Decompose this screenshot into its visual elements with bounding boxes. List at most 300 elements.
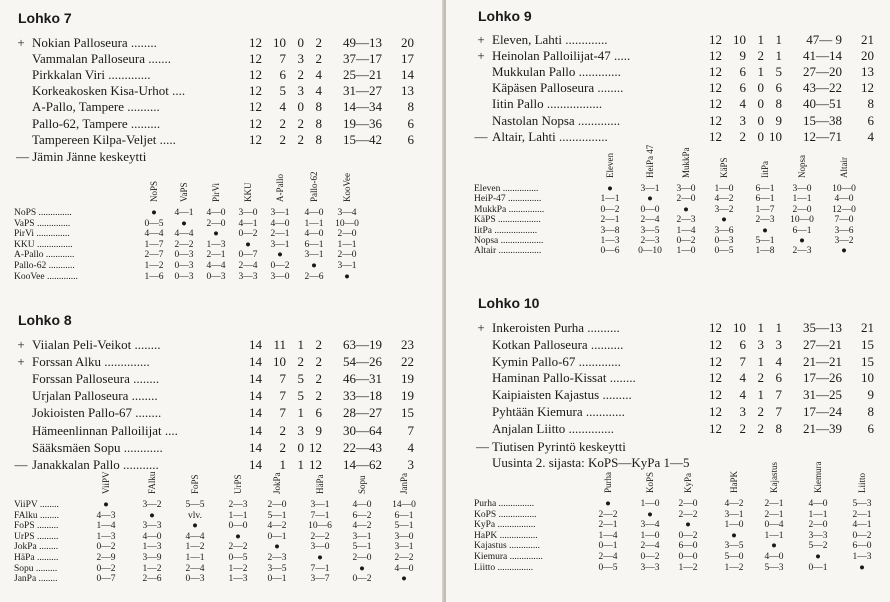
match-score: 2—4 (238, 261, 258, 271)
matrix-row (474, 215, 890, 226)
stat-d: 1 (297, 337, 304, 352)
stat-p: 12 (709, 387, 722, 403)
stat-pts: 19 (401, 371, 414, 387)
qualification-mark: + (17, 35, 25, 50)
matrix-row (14, 219, 434, 230)
stat-p: 12 (709, 128, 722, 144)
matrix-column-header: FAlku (147, 471, 157, 494)
stat-pts: 15 (861, 336, 874, 352)
stat-goals: 41—14 (803, 48, 842, 64)
match-score: 2—0 (206, 218, 226, 229)
stat-pts: 22 (401, 354, 414, 370)
match-score: 4—2 (714, 194, 734, 205)
stat-pts: 6 (407, 131, 414, 147)
stat-l: 12 (309, 456, 322, 472)
match-score: 3—1 (394, 542, 414, 553)
self-match-dot: ● (762, 225, 768, 236)
stat-pts: 3 (407, 456, 414, 472)
standings-row (14, 423, 434, 439)
stat-goals: 63—19 (343, 337, 382, 352)
qualification-mark: + (477, 48, 485, 64)
match-score: 4—2 (352, 521, 372, 532)
match-score: 5—0 (724, 552, 744, 562)
stat-d: 0 (757, 128, 764, 144)
standings-row (14, 440, 434, 456)
matrix-column-header: Purha (603, 472, 613, 493)
match-score: 6—1 (394, 510, 414, 521)
qualification-mark: — (474, 128, 488, 144)
self-match-dot: ● (841, 246, 847, 257)
qualification-mark: + (17, 354, 25, 370)
match-score: 3—0 (792, 184, 812, 194)
match-score: 2—0 (352, 553, 372, 563)
stat-p: 14 (249, 422, 262, 438)
self-match-dot: ● (683, 204, 689, 215)
self-match-dot: ● (685, 520, 691, 531)
stat-p: 12 (249, 83, 262, 99)
standings-row (474, 80, 890, 96)
match-score: 6—0 (678, 541, 698, 552)
match-score: 6—1 (792, 225, 812, 236)
stat-d: 1 (757, 320, 764, 335)
match-score: 4—0 (352, 500, 372, 510)
standings-row (474, 32, 890, 48)
match-score: vlv. (188, 510, 202, 521)
matrix-row (14, 553, 434, 564)
stat-pts: 20 (861, 48, 874, 64)
matrix-column-header: Altair (839, 157, 849, 178)
stat-w: 2 (279, 439, 286, 455)
stat-l: 3 (775, 336, 782, 352)
match-score: 0—5 (598, 562, 618, 573)
match-score: 1—3 (96, 531, 116, 542)
self-match-dot: ● (317, 553, 323, 563)
team-name: Anjalan Liitto .............. (492, 420, 615, 436)
match-score: 0—2 (352, 574, 372, 585)
match-score: 2—2 (174, 239, 194, 250)
match-score: 6—1 (755, 194, 775, 205)
stat-d: 2 (297, 131, 304, 147)
match-score: 0—10 (638, 246, 662, 257)
match-score: 2—1 (852, 509, 872, 520)
match-score: 2—0 (792, 204, 812, 215)
match-score: 3—4 (640, 520, 660, 531)
match-score: 10—0 (335, 218, 359, 229)
match-score: 14—0 (392, 500, 416, 510)
stat-d: 1 (757, 387, 764, 403)
stat-l: 8 (315, 99, 322, 115)
standings-row (14, 337, 434, 353)
stat-goals: 49—13 (343, 35, 382, 50)
match-score: 0—0 (640, 204, 660, 215)
self-match-dot: ● (235, 531, 241, 542)
matrix-row (474, 531, 890, 542)
stat-goals: 27—21 (803, 336, 842, 352)
stat-goals: 54—26 (343, 354, 382, 370)
self-match-dot: ● (721, 215, 727, 226)
team-name: Käpäsen Palloseura ........ (492, 80, 624, 96)
standings-row (14, 405, 434, 421)
stat-d: 2 (297, 67, 304, 83)
stat-goals: 15—38 (803, 112, 842, 128)
match-score: 3—2 (834, 236, 854, 246)
self-match-dot: ● (859, 562, 865, 573)
team-name: Kymin Pallo-67 ............. (492, 353, 621, 369)
match-score: 1—1 (764, 530, 784, 541)
stat-pts: 19 (401, 388, 414, 404)
match-score: 0—1 (808, 562, 828, 573)
match-score: 0—2 (640, 552, 660, 562)
matrix-column-header: Eleven (605, 153, 615, 178)
match-score: 0—3 (174, 271, 194, 282)
self-match-dot: ● (401, 574, 407, 585)
match-score: 0—5 (714, 246, 734, 257)
stat-d: 1 (757, 32, 764, 47)
match-score: 1—2 (724, 562, 744, 573)
team-name: Korkeakosken Kisa-Urhot .... (32, 83, 186, 99)
match-score: 1—0 (676, 246, 696, 257)
match-score: 2—2 (228, 542, 248, 553)
self-match-dot: ● (245, 239, 251, 250)
stat-p: 12 (249, 99, 262, 115)
stat-p: 12 (249, 35, 262, 50)
match-score: 7—1 (310, 563, 330, 574)
match-score: 4—0 (394, 563, 414, 574)
match-score: 2—3 (676, 215, 696, 226)
team-name: Kaipiaisten Kajastus ......... (492, 387, 632, 403)
match-score: 3—1 (640, 184, 660, 194)
stat-goals: 14—34 (343, 99, 382, 115)
match-score: 1—1 (185, 553, 205, 563)
match-score: 0—6 (600, 246, 620, 257)
stat-l: 7 (775, 404, 782, 419)
matrix-row-label: Kiemura .............. (474, 552, 543, 562)
team-name: A-Pallo, Tampere .......... (32, 99, 160, 115)
matrix-row (14, 250, 434, 261)
self-match-dot: ● (192, 521, 198, 532)
stat-w: 7 (279, 388, 286, 404)
matrix-row-label: Sopu ......... (14, 563, 58, 574)
stat-w: 6 (739, 80, 746, 96)
matrix-column-header: Liitto (857, 473, 867, 493)
standings-row (474, 404, 890, 420)
qualification-mark: — (14, 456, 28, 472)
stat-l: 9 (315, 422, 322, 438)
team-name: Heinolan Palloilijat-47 ..... (492, 48, 631, 64)
match-score: 2—3 (640, 236, 660, 246)
match-score: 2—3 (267, 553, 287, 563)
match-score: 4—2 (724, 499, 744, 509)
stat-p: 12 (249, 51, 262, 67)
match-score: 1—6 (144, 271, 164, 282)
match-score: 6—2 (352, 510, 372, 521)
matrix-column-header: KooVee (342, 173, 352, 202)
match-score: 4—4 (206, 261, 226, 271)
match-score: 2—6 (304, 271, 324, 282)
match-score: 3—9 (142, 553, 162, 563)
match-score: 3—7 (310, 574, 330, 585)
stat-p: 14 (249, 337, 262, 352)
stat-pts: 15 (401, 405, 414, 421)
stat-p: 12 (709, 64, 722, 80)
match-score: 4—3 (96, 510, 116, 521)
stat-p: 14 (249, 405, 262, 421)
match-score: 0—4 (764, 520, 784, 531)
matrix-row-label: PirVi .............. (14, 229, 70, 240)
match-score: 4—1 (852, 520, 872, 531)
matrix-column-header: PirVi (211, 183, 221, 202)
match-score: 5—3 (852, 499, 872, 509)
stat-l: 6 (315, 405, 322, 421)
team-name: Nokian Palloseura ........ (32, 35, 157, 50)
matrix-row (14, 229, 434, 240)
matrix-column-header: KKU (243, 182, 253, 202)
stat-w: 2 (739, 420, 746, 436)
stat-goals: 21—39 (803, 420, 842, 436)
match-score: 0—2 (676, 236, 696, 246)
stat-goals: 35—13 (803, 320, 842, 335)
stat-p: 14 (249, 456, 262, 472)
match-score: 2—0 (337, 229, 357, 240)
match-score: 1—2 (678, 562, 698, 573)
stat-p: 12 (249, 115, 262, 131)
stat-w: 10 (273, 354, 286, 370)
standings-row (14, 67, 434, 83)
match-score: 2—7 (144, 250, 164, 261)
matrix-row (474, 194, 890, 205)
self-match-dot: ● (277, 250, 283, 261)
stat-w: 6 (739, 64, 746, 80)
match-score: 5—1 (755, 236, 775, 246)
stat-pts: 20 (401, 35, 414, 50)
team-name: Eleven, Lahti ............. (492, 32, 608, 47)
stat-d: 0 (297, 439, 304, 455)
stat-p: 12 (249, 131, 262, 147)
match-score: 2—0 (267, 500, 287, 510)
match-score: 3—1 (724, 509, 744, 520)
standings-row (474, 96, 890, 112)
stat-d: 1 (297, 456, 304, 472)
standings-row (14, 35, 434, 51)
match-score: 1—1 (792, 194, 812, 205)
match-score: 3—0 (270, 271, 290, 282)
matrix-column-header: Kiemura (813, 461, 823, 493)
match-score: 1—3 (142, 542, 162, 553)
match-score: 1—3 (228, 574, 248, 585)
match-score: 4—2 (267, 521, 287, 532)
standings-row (474, 64, 890, 80)
stat-w: 2 (279, 131, 286, 147)
stat-l: 4 (775, 353, 782, 369)
match-score: 2—4 (640, 541, 660, 552)
match-score: 0—2 (238, 229, 258, 240)
match-score: 1—2 (185, 542, 205, 553)
matrix-column-header: IitPa (760, 161, 770, 178)
match-score: 2—4 (598, 552, 618, 562)
match-score: 0—7 (238, 250, 258, 261)
matrix-column-header: VaPS (179, 182, 189, 202)
stat-pts: 8 (867, 96, 874, 112)
matrix-row (14, 240, 434, 251)
stat-l: 2 (315, 371, 322, 387)
stat-pts: 13 (861, 64, 874, 80)
stat-w: 6 (279, 67, 286, 83)
matrix-column-header: KyPa (683, 473, 693, 493)
standings-row (14, 371, 434, 387)
matrix-row (14, 574, 434, 585)
group-note: Uusinta 2. sijasta: KoPS—KyPa 1—5 (492, 454, 690, 470)
stat-goals: 30—64 (343, 422, 382, 438)
match-score: 0—2 (96, 542, 116, 553)
match-score: 3—1 (337, 261, 357, 271)
match-score: 2—4 (640, 215, 660, 226)
matrix-column-header: HeiPa 47 (645, 144, 655, 178)
match-score: 1—2 (144, 261, 164, 271)
standings-row (474, 354, 890, 370)
self-match-dot: ● (815, 552, 821, 562)
match-score: 1—0 (724, 520, 744, 531)
stat-pts: 7 (407, 422, 414, 438)
stat-pts: 23 (401, 337, 414, 352)
matrix-row-label: Eleven ............... (474, 184, 539, 194)
match-score: 2—3 (755, 215, 775, 226)
match-score: 2—2 (310, 531, 330, 542)
match-score: 3—8 (600, 225, 620, 236)
matrix-row (474, 510, 890, 521)
matrix-column-header: Sopu (357, 475, 367, 494)
stat-pts: 12 (861, 80, 874, 96)
team-name: Hämeenlinnan Palloilijat .... (32, 422, 178, 438)
standings-row (474, 387, 890, 403)
matrix-column-header: MukkPa (681, 147, 691, 178)
stat-p: 12 (249, 67, 262, 83)
match-score: 7—0 (834, 215, 854, 226)
match-score: 4—4 (144, 229, 164, 240)
stat-w: 9 (739, 48, 746, 64)
match-score: 3—5 (640, 225, 660, 236)
matrix-row-label: UrPS ......... (14, 531, 59, 542)
match-score: 7—1 (310, 510, 330, 521)
standings-row (14, 354, 434, 370)
stat-l: 6 (775, 370, 782, 386)
matrix-row (474, 563, 890, 574)
team-name: Haminan Pallo-Kissat ........ (492, 370, 636, 386)
stat-p: 12 (709, 80, 722, 96)
match-score: 0—0 (228, 521, 248, 532)
self-match-dot: ● (647, 509, 653, 520)
team-name: Janakkalan Pallo ........... (32, 456, 159, 472)
stat-w: 4 (739, 387, 746, 403)
team-name: Pirkkalan Viri ............. (32, 67, 151, 83)
self-match-dot: ● (149, 510, 155, 521)
match-score: 1—0 (640, 530, 660, 541)
match-score: 3—3 (142, 521, 162, 532)
match-score: 2—3 (792, 246, 812, 257)
group-title: Lohko 7 (18, 10, 72, 26)
team-name: Altair, Lahti ............... (492, 128, 608, 144)
self-match-dot: ● (181, 218, 187, 229)
qualification-mark: + (17, 337, 25, 352)
stat-p: 12 (709, 336, 722, 352)
match-score: 0—0 (678, 552, 698, 562)
stat-w: 4 (279, 99, 286, 115)
stat-l: 8 (315, 115, 322, 131)
match-score: 2—1 (598, 520, 618, 531)
matrix-row-label: JanPa ........ (14, 574, 58, 585)
stat-pts: 4 (407, 439, 414, 455)
standings-row (14, 99, 434, 115)
match-score: 4—4 (174, 229, 194, 240)
match-score: 4—4 (185, 531, 205, 542)
match-score: 4—0 (142, 531, 162, 542)
stat-d: 0 (757, 96, 764, 112)
stat-d: 0 (757, 112, 764, 128)
stat-goals: 12—71 (803, 128, 842, 144)
matrix-row-label: HäPa ......... (14, 553, 59, 563)
matrix-column-header: Kajastus (769, 462, 779, 493)
stat-p: 12 (709, 32, 722, 47)
matrix-row-label: HaPK ................ (474, 530, 538, 541)
matrix-row-label: KoPS ................ (474, 509, 537, 520)
match-score: 10—0 (832, 184, 856, 194)
match-score: 2—1 (764, 499, 784, 509)
stat-goals: 17—26 (803, 370, 842, 386)
stat-p: 12 (709, 370, 722, 386)
matrix-column-header: KäPS (719, 157, 729, 178)
match-score: 2—9 (96, 553, 116, 563)
matrix-column-header: Pallo-62 (309, 171, 319, 202)
stat-w: 3 (739, 112, 746, 128)
matrix-row-label: Kajastus ............. (474, 541, 540, 552)
match-score: 3—5 (267, 563, 287, 574)
team-name: Forssan Palloseura ........ (32, 371, 160, 387)
stat-goals: 31—27 (343, 83, 382, 99)
stat-goals: 37—17 (343, 51, 382, 67)
stat-pts: 4 (867, 128, 874, 144)
matrix-row-label: Purha ............... (474, 499, 535, 509)
stat-l: 8 (775, 420, 782, 436)
match-score: 2—2 (394, 553, 414, 563)
matrix-column-header: JanPa (399, 473, 409, 494)
stat-goals: 28—27 (343, 405, 382, 421)
stat-pts: 6 (867, 112, 874, 128)
matrix-row (474, 246, 890, 257)
stat-l: 6 (775, 80, 782, 96)
match-score: 1—3 (852, 552, 872, 562)
match-score: 2—0 (676, 194, 696, 205)
match-score: 5—2 (808, 541, 828, 552)
matrix-row-label: KooVee ............. (14, 271, 78, 282)
matrix-row (474, 205, 890, 216)
match-score: 3—0 (394, 531, 414, 542)
match-score: 0—2 (270, 261, 290, 271)
self-match-dot: ● (607, 184, 613, 194)
match-score: 1—4 (598, 530, 618, 541)
matrix-row-label: Nopsa .................. (474, 236, 544, 246)
match-score: 4—0 (270, 218, 290, 229)
team-name: Jokioisten Pallo-67 ........ (32, 405, 162, 421)
standings-row (14, 388, 434, 404)
group-title: Lohko 8 (18, 312, 72, 328)
stat-w: 5 (279, 83, 286, 99)
stat-w: 2 (279, 115, 286, 131)
stat-pts: 6 (867, 420, 874, 436)
matrix-row-label: A-Pallo ............ (14, 250, 75, 261)
stat-l: 2 (315, 35, 322, 50)
match-score: 0—1 (267, 531, 287, 542)
matrix-column-header: KoPS (645, 471, 655, 493)
match-score: 3—6 (834, 225, 854, 236)
